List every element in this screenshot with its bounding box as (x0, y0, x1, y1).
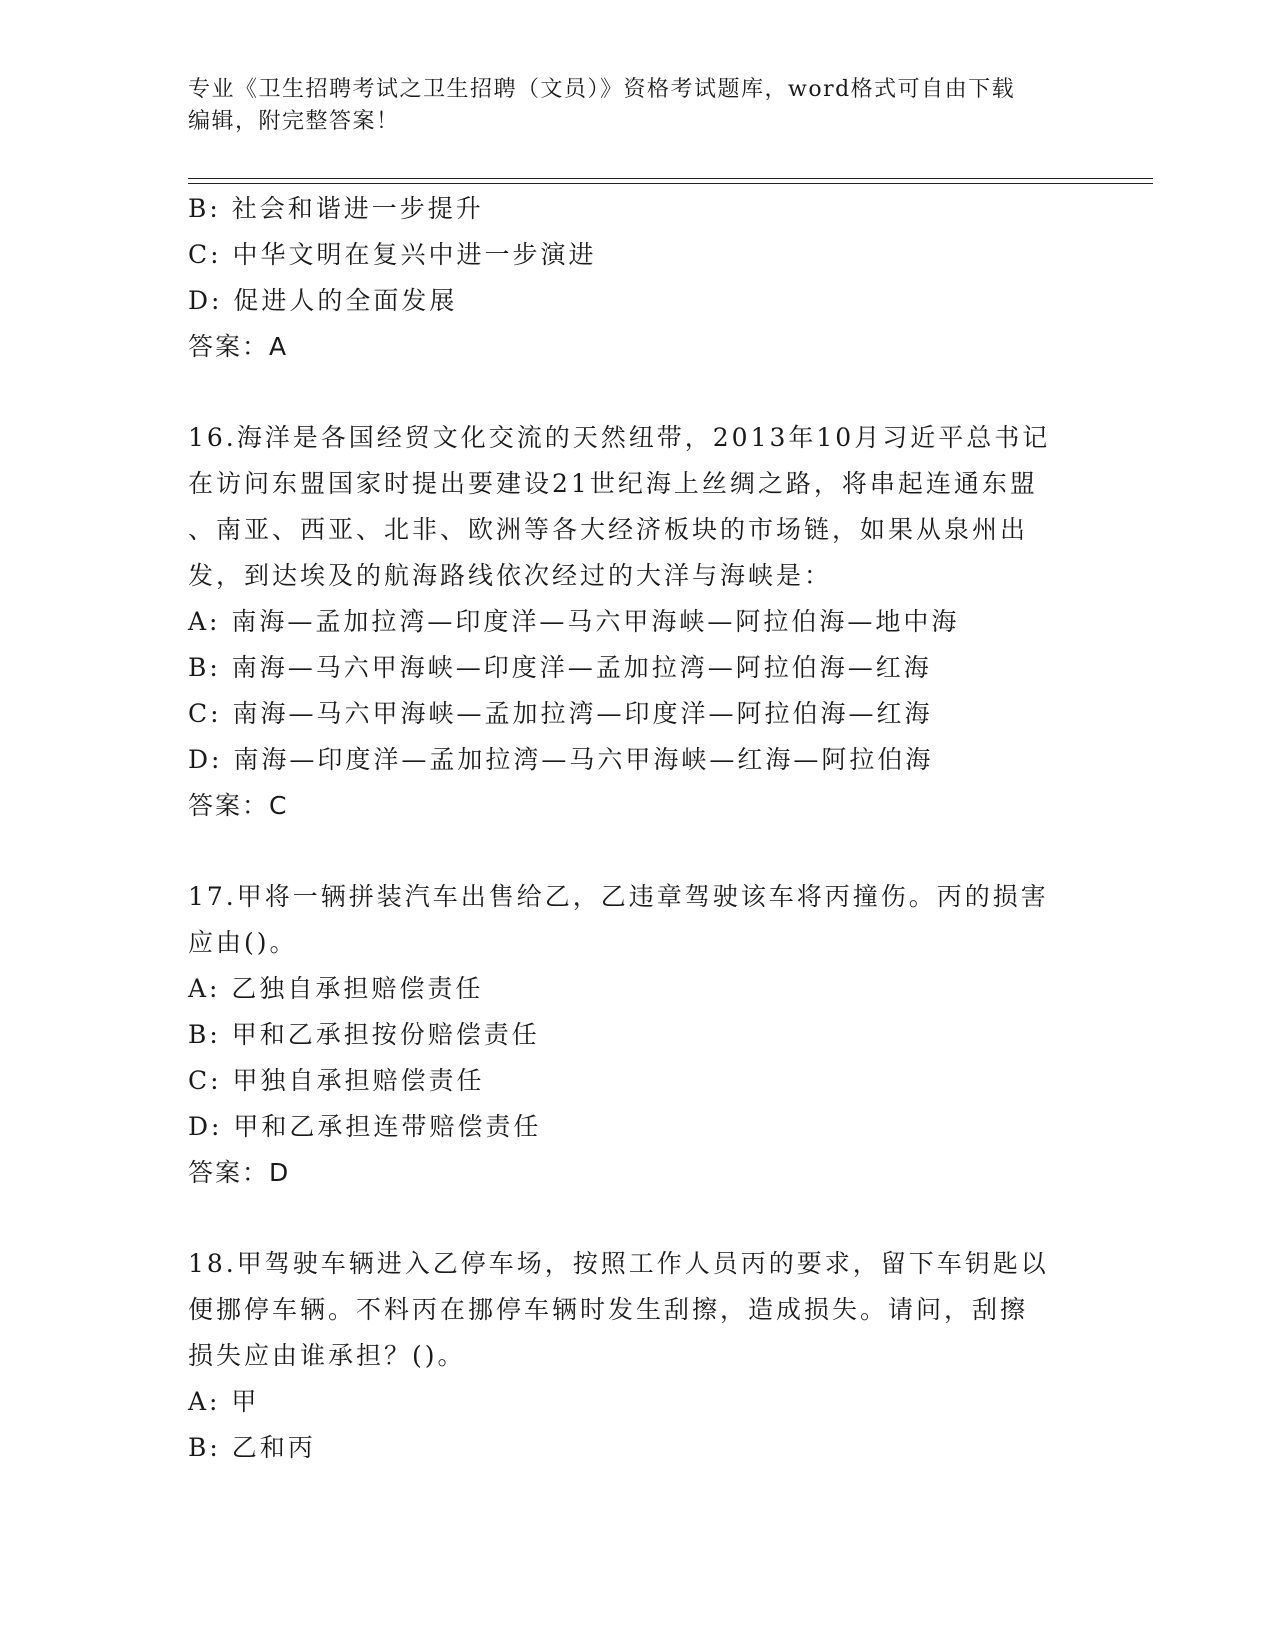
option-c: C: 中华文明在复兴中进一步演进 (188, 240, 597, 269)
question-17 (188, 874, 1088, 1196)
question-text-line: 16.海洋是各国经贸文化交流的天然纽带，2013年10月习近平总书记 (188, 423, 1051, 452)
question-content (188, 186, 1088, 1471)
question-text-line: 在访问东盟国家时提出要建设21世纪海上丝绸之路，将串起连通东盟 (188, 469, 1038, 498)
header-line-2: 编辑，附完整答案！ (188, 109, 400, 134)
question-text-line: 、南亚、西亚、北非、欧洲等各大经济板块的市场链，如果从泉州出 (188, 515, 1029, 544)
prev-question-block (188, 186, 1088, 370)
question-text-line: 发，到达埃及的航海路线依次经过的大洋与海峡是： (188, 561, 833, 590)
option-c: C: 南海—马六甲海峡—孟加拉湾—印度洋—阿拉伯海—红海 (188, 699, 933, 728)
header-divider-top (188, 178, 1153, 179)
option-a: A: 甲 (188, 1387, 260, 1416)
header-divider-bottom (188, 183, 1153, 184)
spacer (188, 829, 1088, 874)
option-a: A: 乙独自承担赔偿责任 (188, 974, 484, 1003)
question-text-line: 17.甲将一辆拼装汽车出售给乙，乙违章驾驶该车将丙撞伤。丙的损害 (188, 882, 1049, 911)
question-18 (188, 1241, 1088, 1471)
header-line-1: 专业《卫生招聘考试之卫生招聘（文员）》资格考试题库，word格式可自由下载 (188, 77, 1016, 102)
option-b: B: 南海—马六甲海峡—印度洋—孟加拉湾—阿拉伯海—红海 (188, 653, 932, 682)
answer-label: 答案：D (188, 1158, 291, 1187)
option-b: B: 甲和乙承担按份赔偿责任 (188, 1020, 540, 1049)
answer-label: 答案：C (188, 791, 289, 820)
question-text-line: 应由()。 (188, 928, 298, 957)
option-c: C: 甲独自承担赔偿责任 (188, 1066, 485, 1095)
spacer (188, 370, 1088, 415)
question-16 (188, 415, 1088, 829)
option-d: D: 甲和乙承担连带赔偿责任 (188, 1112, 542, 1141)
answer-label: 答案：A (188, 332, 289, 361)
question-text-line: 便挪停车辆。不料丙在挪停车辆时发生刮擦，造成损失。请问，刮擦 (188, 1295, 1029, 1324)
option-d: D: 促进人的全面发展 (188, 286, 458, 315)
question-text-line: 18.甲驾驶车辆进入乙停车场，按照工作人员丙的要求，留下车钥匙以 (188, 1249, 1049, 1278)
page-header (188, 74, 1088, 138)
option-d: D: 南海—印度洋—孟加拉湾—马六甲海峡—红海—阿拉伯海 (188, 745, 934, 774)
spacer (188, 1196, 1088, 1241)
option-a: A: 南海—孟加拉湾—印度洋—马六甲海峡—阿拉伯海—地中海 (188, 607, 960, 636)
question-text-line: 损失应由谁承担？()。 (188, 1341, 466, 1370)
option-b: B: 乙和丙 (188, 1433, 316, 1462)
option-b: B: 社会和谐进一步提升 (188, 194, 484, 223)
